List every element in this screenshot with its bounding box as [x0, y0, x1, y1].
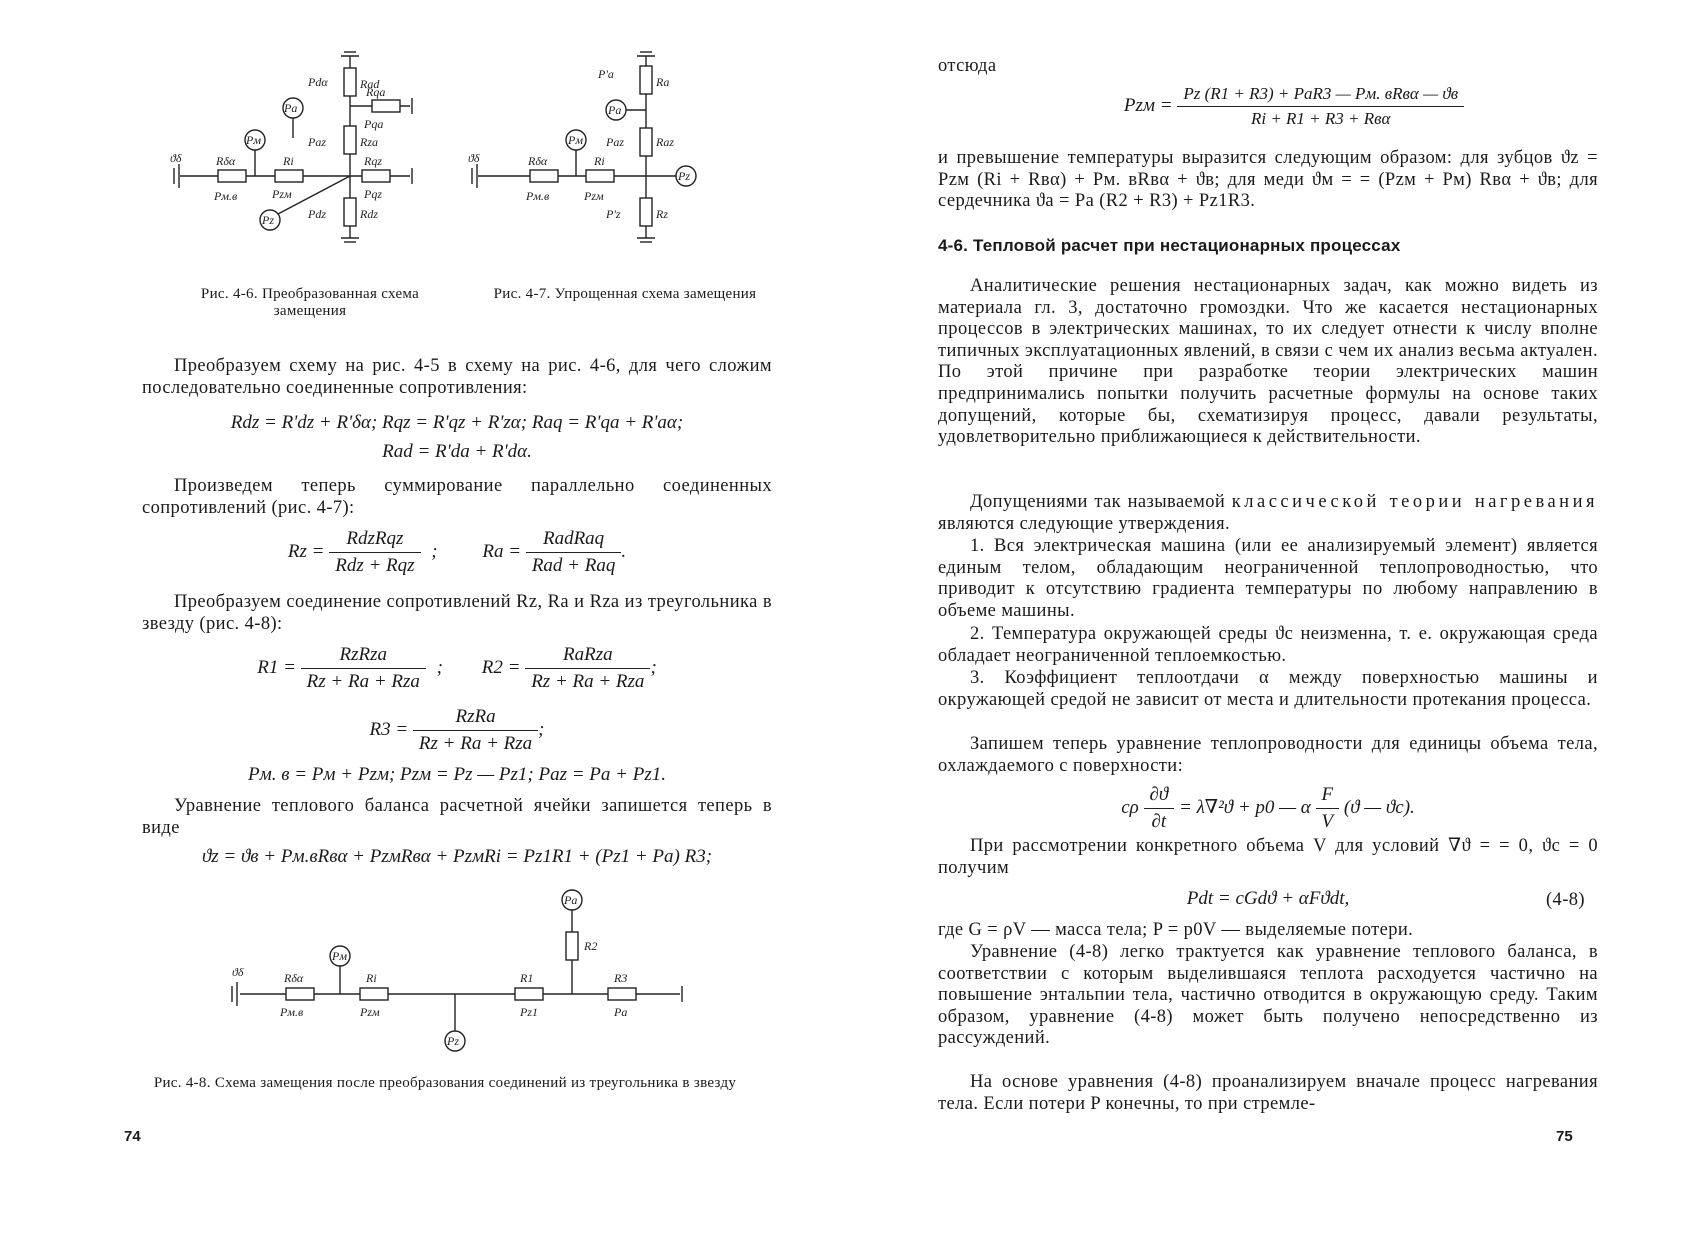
eq3-lhs-r2: R2 = — [481, 656, 521, 678]
fig6-label-pa: Pa — [284, 101, 298, 115]
eq3-lhs-r3: R3 = — [369, 718, 409, 740]
eq2-num-ra: RadRaq — [526, 528, 622, 553]
fig6-label-pz: Pz — [262, 213, 274, 227]
body-p6: Запишем теперь уравнение теплопроводности для единицы объема тела, охлаждаемого с поверхности: — [938, 734, 1598, 776]
equation-8-number: (4-8) — [1546, 890, 1585, 910]
eq3-den-r2: Rz + Ra + Rza — [531, 671, 645, 692]
fig6-label-paz: Paz — [308, 135, 326, 149]
fig8-label-theta: ϑδ — [232, 965, 244, 979]
fig7-label-pzm: Pzм — [584, 189, 604, 203]
eq2-frac-rz — [329, 528, 420, 577]
fig6-label-rbdelta: Rδα — [216, 154, 236, 168]
fig7-label-pa-prime: P'a — [598, 67, 614, 81]
eq7-c: (ϑ — ϑc). — [1343, 796, 1415, 818]
equation-6 — [938, 84, 1650, 129]
body-p2-b: являются следующие утверждения. — [938, 513, 1231, 534]
fig6-label-theta: ϑδ — [170, 151, 182, 165]
paragraph-1: Преобразуем схему на рис. 4-5 в схему на рис. 4-6, для чего сложим последовательно соединенные сопротивления: — [142, 356, 772, 398]
equation-2: Rz = $\frac{\text{RdzRqz}}{\text{Rdz + Rqz}}$ ; Ra = $\frac{\text{RadRaq}}{\text{Rad + Raq}}$ . — [287, 528, 627, 576]
fig7-label-theta: ϑδ — [468, 151, 480, 165]
right-page — [846, 0, 1692, 1240]
figure-4-6-caption: Рис. 4-6. Преобразованная схема замещения — [200, 286, 420, 319]
eq3-lhs-r1: R1 = — [257, 656, 296, 678]
eq2-den-ra: Rad + Raq — [531, 555, 616, 576]
fig7-label-pz: Pz — [678, 169, 690, 183]
body-p10: На основе уравнения (4-8) проанализируем вначале процесс нагревания тела. Если потери P конечны, то при стремле- — [938, 1072, 1598, 1114]
eq7-b: = λ∇²ϑ + p0 — α — [1179, 796, 1311, 818]
fig6-label-pdz: Pdz — [308, 207, 326, 221]
fig7-label-pmb: Pм.в — [526, 189, 550, 203]
eq7-frac1 — [1144, 784, 1175, 833]
fig6-label-pm: Pм — [246, 133, 261, 147]
fig6-label-rad: Rad — [360, 77, 380, 91]
section-heading: 4-6. Тепловой расчет при нестационарных процессах — [938, 236, 1401, 255]
fig8-label-pa-arrow: Pa — [614, 1005, 628, 1019]
equation-7 — [938, 784, 1598, 833]
fig7-label-pz-prime: P'z — [606, 207, 621, 221]
fig7-label-pm: Pм — [568, 133, 583, 147]
body-p2 — [938, 492, 1598, 535]
eq3-num-r3: RzRa — [413, 706, 538, 731]
eq6-frac — [1177, 84, 1464, 129]
fig8-label-r3: R3 — [614, 971, 628, 985]
equation-8: Pdt = cGdϑ + αFϑdt, — [1186, 888, 1350, 909]
fig6-label-rqa: Rqa — [366, 85, 386, 99]
fig6-label-pda: Pdα — [308, 75, 328, 89]
body-p1: Аналитические решения нестационарных задач, как можно видеть из материала гл. 3, достаточно громоздки. Что же касается нестационарных процессов в электрических машинах, то их следует отнести к числу вполне типичных эксплуатационных явлений, в связи с чем их анализ весьма актуален. По этой причине при разработке теории электрических машин предпринимались попытки получить расчетные формулы на основе таких допущений, которые бы, схематизируя процесс, давали результаты, удовлетворительно приближающиеся к действительности. — [938, 276, 1598, 448]
figure-4-8-circuit — [210, 886, 690, 1062]
eq2-frac-ra — [526, 528, 622, 577]
fig6-label-rdz: Rdz — [360, 207, 378, 221]
eq2-lhs-ra: Ra = — [482, 540, 522, 562]
body-p8: где G = ρV — масса тела; P = p0V — выделяемые потери. — [938, 920, 1414, 940]
body-p2-a: Допущениями так называемой — [970, 492, 1232, 512]
fig8-label-pz1: Pz1 — [520, 1005, 538, 1019]
equation-3a: R1 = $\frac{\text{RzRza}}{\text{Rz + Ra + Rza}}$ ; R2 = $\frac{\text{RaRza}}{\text{Rz + Ra + Rza}}$ ; — [257, 644, 657, 692]
body-p3: 1. Вся электрическая машина (или ее анализируемый элемент) является единым телом, обладающим неограниченной теплопроводностью, что приводит к отсутствию градиента температуры по любому направлению в объеме машины. — [938, 536, 1598, 621]
fig8-label-r2: R2 — [584, 939, 598, 953]
fig6-label-pzm: Pzм — [272, 187, 292, 201]
eq2-lhs-rz: Rz = — [287, 540, 325, 562]
eq6-den: Ri + R1 + R3 + Rвα — [1250, 109, 1391, 128]
fig6-label-pmb: Pм.в — [214, 189, 238, 203]
fig8-label-pz: Pz — [447, 1034, 459, 1048]
eq6-num: Pz (R1 + R3) + PaR3 — Pм. вRвα — ϑв — [1177, 84, 1464, 107]
lead-text: отсюда — [938, 56, 997, 76]
eq3-num-r2: RaRza — [525, 644, 650, 669]
eq2-den-rz: Rdz + Rqz — [335, 555, 415, 576]
body-p9: Уравнение (4-8) легко трактуется как уравнение теплового баланса, в соответствии с которым выделившаяся теплота расходуется частично на повышение энтальпии тела, частично отводится в окружающую среду. Таким образом, уравнение (4-8) может быть получено непосредственно из рассуждений. — [938, 942, 1598, 1049]
eq3-frac-r1 — [301, 644, 426, 693]
eq7-num: ∂ϑ — [1144, 784, 1175, 809]
fig8-label-ri: Ri — [366, 971, 377, 985]
eq7-frac2 — [1316, 784, 1340, 833]
fig7-label-raz: Raz — [656, 135, 674, 149]
fig8-label-rbdelta: Rδα — [284, 971, 304, 985]
eq3-frac-r3 — [413, 706, 538, 755]
eq3-frac-r2 — [525, 644, 650, 693]
body-p2-spaced: классической теории нагревания — [1231, 492, 1598, 512]
fig7-label-pa: Pa — [608, 103, 622, 117]
fig8-label-pzm: Pzм — [360, 1005, 380, 1019]
fig8-label-pm: Pм — [332, 949, 347, 963]
body-p5: 3. Коэффициент теплоотдачи α между поверхностью машины и окружающей средой не зависит от места и длительности протекания процесса. — [938, 668, 1598, 710]
fig8-label-pmb: Pм.в — [280, 1005, 304, 1019]
equation-1b: Rad = R'da + R'dα. — [382, 441, 532, 462]
equation-3b: R3 = $\frac{\text{RzRa}}{\text{Rz + Ra + Rza}}$ ; — [369, 706, 545, 754]
body-p7: При рассмотрении конкретного объема V для условий ∇ϑ = = 0, ϑc = 0 получим — [938, 836, 1598, 878]
paragraph-3: Преобразуем соединение сопротивлений Rz, Ra и Rza из треугольника в звезду (рис. 4-8): — [142, 592, 772, 634]
fig6-label-pqa: Pqa — [364, 117, 384, 131]
fig7-label-ri: Ri — [594, 154, 605, 168]
fig7-label-paz: Paz — [606, 135, 624, 149]
eq3-num-r1: RzRza — [301, 644, 426, 669]
eq7-den: ∂t — [1151, 811, 1167, 832]
figure-4-7-caption: Рис. 4-7. Упрощенная схема замещения — [493, 286, 757, 302]
equation-4: Pм. в = Pм + Pzм; Pzм = Pz — Pz1; Paz = Pa + Pz1. — [248, 764, 666, 785]
fig6-label-rza: Rza — [360, 135, 378, 149]
fig7-label-rbdelta: Rδα — [528, 154, 548, 168]
equation-5: ϑz = ϑв + Pм.вRвα + PzмRвα + PzмRi = Pz1R1 + (Pz1 + Pa) R3; — [201, 846, 713, 867]
page-number-right: 75 — [1556, 1128, 1573, 1145]
eq3-den-r1: Rz + Ra + Rza — [306, 671, 420, 692]
figure-4-6-circuit — [160, 48, 450, 248]
equation-1a: Rdz = R'dz + R'δα; Rqz = R'qz + R'zα; Raq = R'qa + R'aα; — [230, 412, 684, 433]
eq7-den2: V — [1321, 811, 1334, 832]
figure-4-7-circuit — [458, 48, 718, 248]
paragraph-5: и превышение температуры выразится следующим образом: для зубцов ϑz = Pzм (Ri + Rвα) + Pм. вRвα + ϑв; для меди ϑм = = (Pzм + Pм) Rвα + ϑв; для сердечника ϑa = Pa (R2 + R3) + Pz1R3. — [938, 148, 1598, 212]
eq6-lhs: Pzм = — [1123, 94, 1173, 116]
eq7-num2: F — [1316, 784, 1340, 809]
fig8-label-pa: Pa — [564, 893, 578, 907]
eq2-num-rz: RdzRqz — [329, 528, 420, 553]
paragraph-4: Уравнение теплового баланса расчетной ячейки запишется теперь в виде — [142, 796, 772, 838]
body-p4: 2. Температура окружающей среды ϑс неизменна, т. е. окружающая среда обладает неограниченной теплоемкостью. — [938, 624, 1598, 666]
fig6-label-rqz: Rqz — [364, 154, 382, 168]
fig6-label-pqz: Pqz — [364, 187, 382, 201]
fig6-label-ri: Ri — [283, 154, 294, 168]
eq7-a: cρ — [1121, 796, 1139, 818]
figure-4-8-caption: Рис. 4-8. Схема замещения после преобразования соединений из треугольника в звезду — [153, 1075, 737, 1091]
fig7-label-rz: Rz — [656, 207, 668, 221]
eq3-den-r3: Rz + Ra + Rza — [418, 733, 533, 754]
fig8-label-r1: R1 — [520, 971, 534, 985]
page-number-left: 74 — [124, 1128, 141, 1145]
fig7-label-ra: Ra — [656, 75, 670, 89]
paragraph-2: Произведем теперь суммирование параллельно соединенных сопротивлений (рис. 4-7): — [142, 476, 772, 518]
